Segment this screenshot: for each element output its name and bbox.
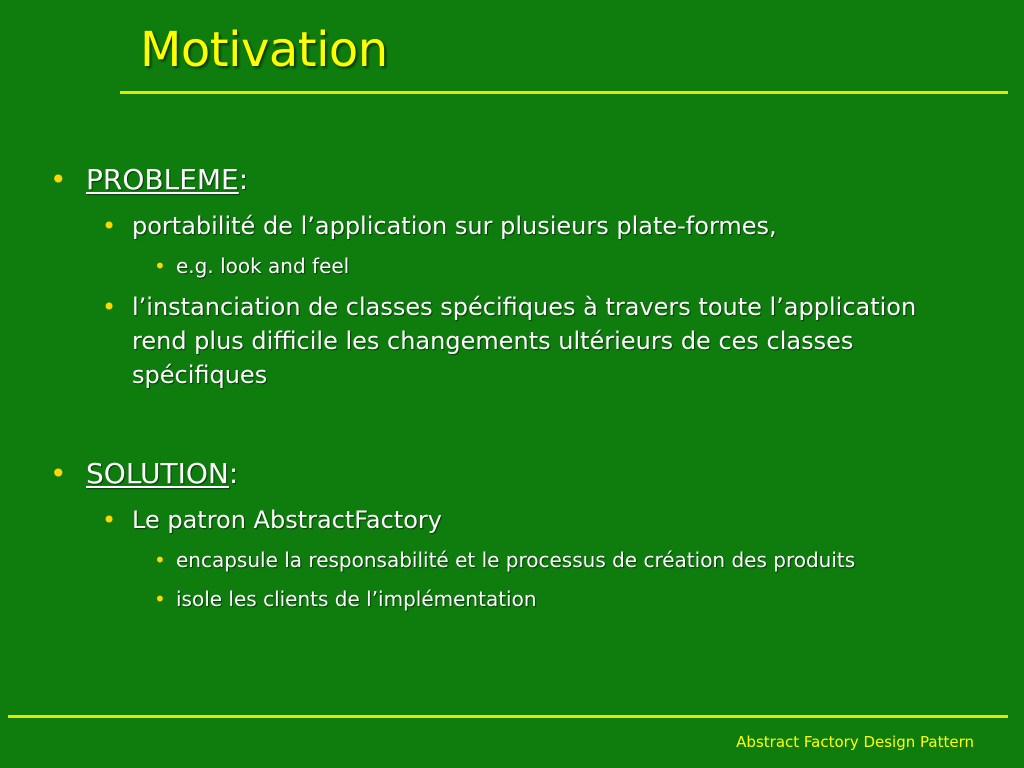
section-heading-solution: SOLUTION: [86,457,239,490]
bullet-icon: • [154,587,166,611]
footer-divider [8,715,1008,718]
list-subitem: encapsule la responsabilité et le processus de création des produits [176,548,856,572]
bullet-icon: • [102,506,117,534]
list-item: portabilité de l’application sur plusieurs plate-formes, [132,212,777,240]
bullet-icon: • [102,212,117,240]
bullet-icon: • [102,293,117,321]
list-item: Le patron AbstractFactory [132,506,442,534]
list-subitem: isole les clients de l’implémentation [176,587,537,611]
list-item: l’instanciation de classes spécifiques à travers toute l’application rend plus difficile les changements ultérieurs de ces classes spécifiques [132,293,917,389]
bullet-icon: • [50,457,67,490]
list-subitem: e.g. look and feel [176,254,350,278]
bullet-icon: • [50,163,67,196]
section-heading-probleme: PROBLEME: [86,163,249,196]
footer-text: Abstract Factory Design Pattern [736,733,974,751]
bullet-icon: • [154,254,166,278]
bullet-icon: • [154,548,166,572]
slide-title: Motivation [140,22,388,78]
